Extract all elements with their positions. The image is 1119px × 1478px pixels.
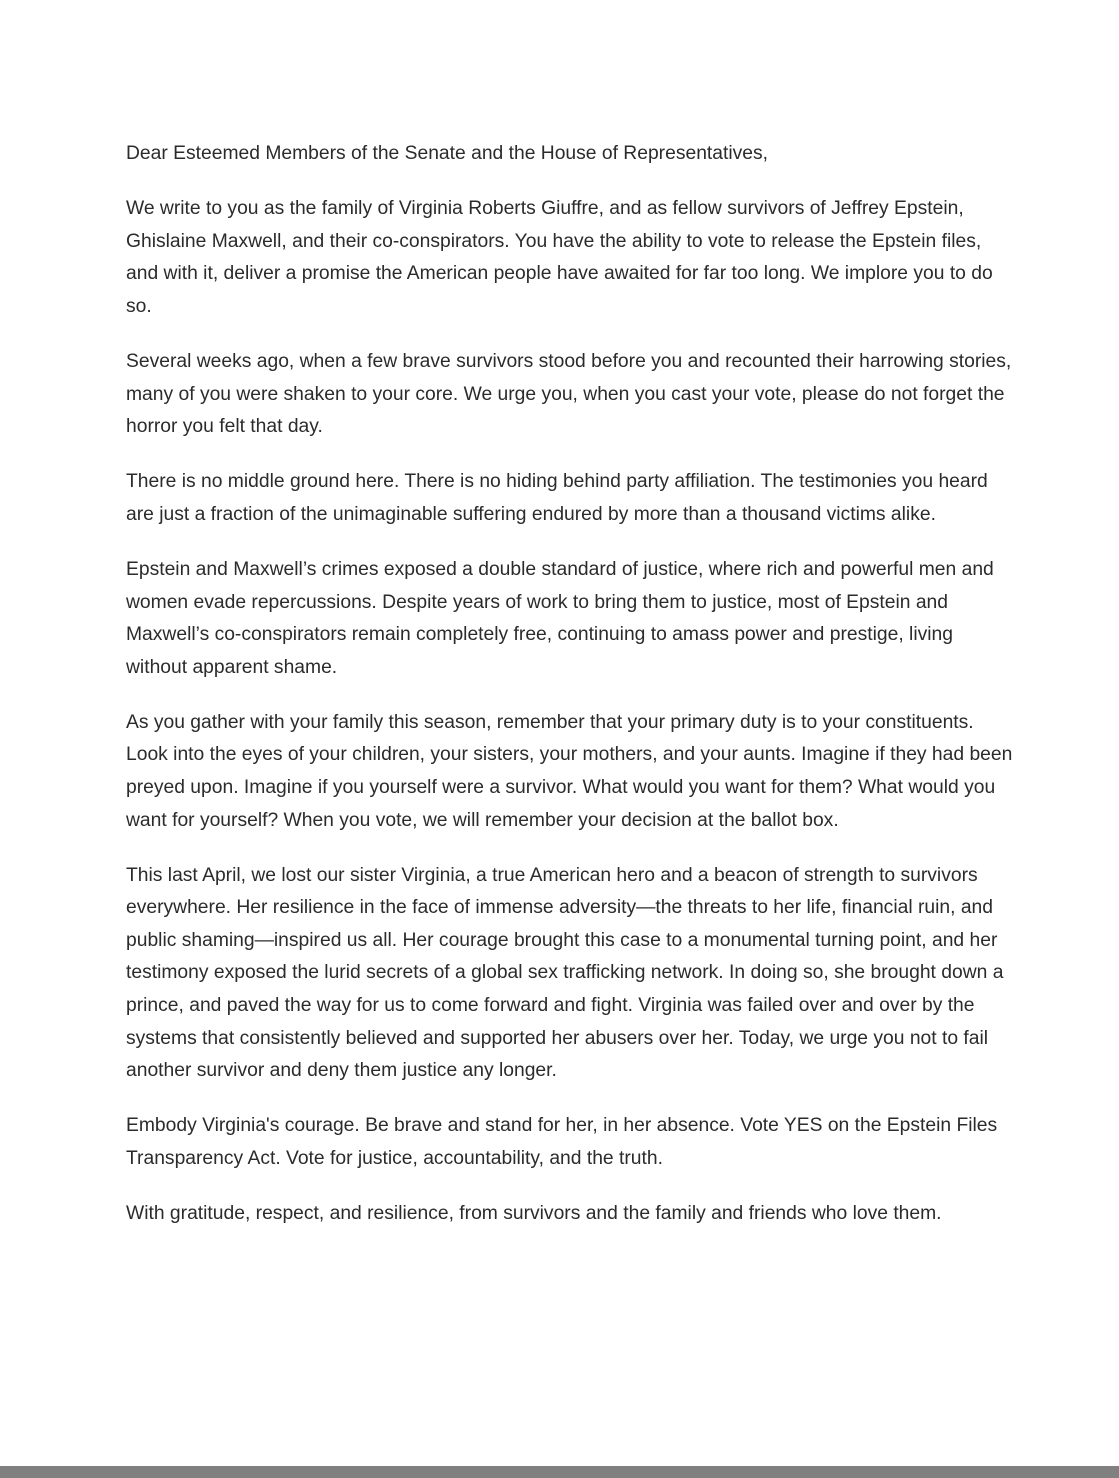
paragraph-7: Embody Virginia's courage. Be brave and stand for her, in her absence. Vote YES on the Epstein Files Transparency Act. Vote for justice, accountability, and the truth. (126, 1115, 998, 1169)
paragraph-4: Epstein and Maxwell’s crimes exposed a double standard of justice, where rich and powerful men and women evade repercussions. Despite years of work to bring them to justice, most of Epstein and Maxwell’s co-conspirators remain completely free, continuing to amass power and prestige, living without apparent shame. (126, 558, 994, 678)
letter-body (126, 138, 1016, 1253)
paragraph-2: Several weeks ago, when a few brave survivors stood before you and recounted their harrowing stories, many of you were shaken to your core. We urge you, when you cast your vote, please do not forget the horror you felt that day. (126, 350, 1012, 438)
paragraph-6: This last April, we lost our sister Virginia, a true American hero and a beacon of strength to survivors everywhere. Her resilience in the face of immense adversity—the threats to her life, financial ruin, and public shaming—inspired us all. Her courage brought this case to a monumental turning point, and her testimony exposed the lurid secrets of a global sex trafficking network. In doing so, she brought down a prince, and paved the way for us to come forward and fight. Virginia was failed over and over by the systems that consistently believed and supported her abusers over her. Today, we urge you not to fail another survivor and deny them justice any longer. (126, 864, 1004, 1082)
salutation: Dear Esteemed Members of the Senate and the House of Representatives, (126, 143, 768, 164)
paragraph-5: As you gather with your family this season, remember that your primary duty is to your constituents. Look into the eyes of your children, your sisters, your mothers, and your aunts. Imagine if they had been preyed upon. Imagine if you yourself were a survivor. What would you want for them? What would you want for yourself? When you vote, we will remember your decision at the ballot box. (126, 711, 1013, 831)
paragraph-1: We write to you as the family of Virginia Roberts Giuffre, and as fellow survivors of Jeffrey Epstein, Ghislaine Maxwell, and their co-conspirators. You have the ability to vote to release the Epstein files, and with it, deliver a promise the American people have awaited for far too long. We implore you to do so. (126, 198, 993, 317)
page-bottom-divider (0, 1466, 1119, 1478)
paragraph-3: There is no middle ground here. There is no hiding behind party affiliation. The testimonies you heard are just a fraction of the unimaginable suffering endured by more than a thousand victims alike. (126, 471, 988, 525)
closing: With gratitude, respect, and resilience, from survivors and the family and friends who love them. (126, 1203, 942, 1225)
